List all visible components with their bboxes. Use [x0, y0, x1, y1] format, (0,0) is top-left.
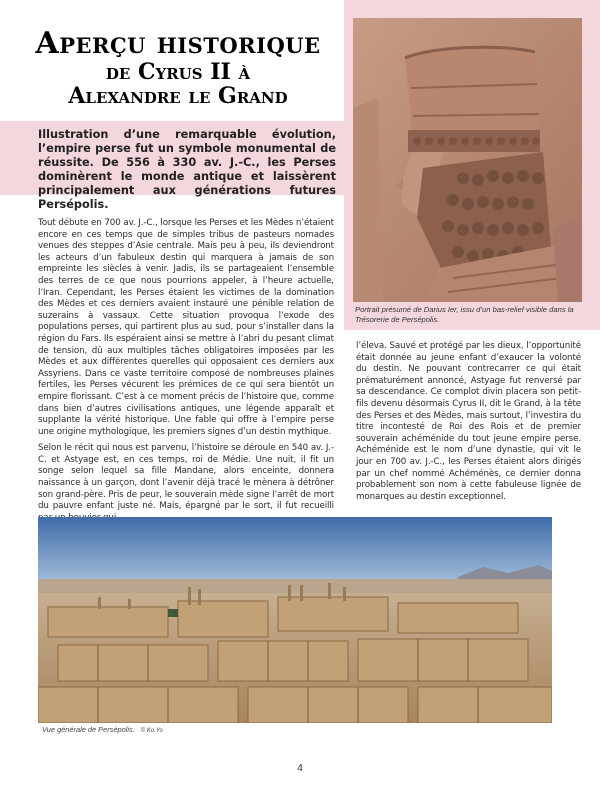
photo-caption	[42, 725, 163, 734]
intro-paragraph: Illustration d’une remarquable évolution, l’empire perse fut un symbole monumental de réussite. De 556 à 330 av. J.-C., les Perses dominèrent le monde antique et laissèrent principalement aux générations futures Persépolis.	[38, 128, 336, 211]
persepolis-panorama-image	[38, 517, 552, 723]
photo-caption-text: Vue générale de Persépolis.	[42, 725, 135, 734]
body-paragraph-1: Tout débute en 700 av. J.-C., lorsque les Perses et les Mèdes n’étaient encore en ces temps que de simples tribus de pasteurs nomades venues des steppes d’Asie centrale. Mais peu à peu, ils deviendront les acteurs d’un fabuleux destin qui marquera à jamais de son empreinte les siècles à venir. Jadis, ils se partageaient l’ensemble des terres de ce que nous pourrions appeler, à l’heure actuelle, l’Iran. Cependant, les Perses étaient les victimes de la domination des Mèdes et ces derniers avaient instauré une pénible relation de suzerains à vassaux. Cette situation provoqua l’exode des populations perses, qui partirent plus au sud, pour s’installer dans la région du Fars. Ils espéraient ainsi se mettre à l’abri du pesant climat de tension, dû aux multiples tâches obligatoires imposées par les Mèdes et aux différentes querelles qui opposaient ces derniers aux Assyriens. Dans ce vaste territoire composé de nombreuses plaines fertiles, les Perses vécurent les prémices de ce qui sera bientôt un empire florissant. C’est à ce moment précis de l’histoire que, comme dans bien d’autres civilisations antiques, une légende apparaît et supplante la vérité historique. Une fable qui offre à l’empire perse une origine mythologique, les premiers signes d’un destin mythique.	[38, 218, 334, 437]
page-title	[14, 28, 342, 108]
body-column-left	[38, 218, 334, 529]
body-paragraph-3: l’éleva. Sauvé et protégé par les dieux, l’opportunité était donnée au jeune enfant d’exaucer la volonté du destin. Ne pouvant contrecarrer ce qui était prématurément annoncé, Astyage fut renversé par sa descendance. Ce complot divin placera son petit-fils devenu désormais Cyrus II, dit le Grand, à la tête des Perses et des Mèdes, mais surtout, l’investira du titre incontesté de Roi des Rois et de premier souverain achéménide du tout jeune empire perse. Achéménide est le nom d’une dynastie, qui vit le jour en 700 av. J.-C., les Perses étaient alors dirigés par un chef nommé Achéménès, ce dernier donna probablement son nom à cette fabuleuse lignée de monarques au destin exceptionnel.	[356, 341, 581, 502]
title-line-main: Aperçu historique	[35, 26, 321, 61]
page-number: 4	[297, 763, 303, 774]
darius-portrait-image	[353, 18, 582, 302]
title-line-sub-1: de Cyrus II à	[105, 59, 251, 85]
title-line-sub-2: Alexandre le Grand	[68, 83, 288, 109]
photo-credit: © Ko.Yo	[140, 728, 163, 734]
body-column-right	[356, 341, 581, 508]
portrait-caption: Portrait présumé de Darius Ier, issu d’un bas-relief visible dans la Trésorerie de Persépolis.	[355, 305, 574, 324]
body-paragraph-2: Selon le récit qui nous est parvenu, l’histoire se déroule en 540 av. J.-C. et Astyage est, en ces temps, roi de Médie. Une nuit, il fit un songe selon lequel sa fille Mandane, alors enceinte, donnera naissance à un garçon, dont l’avenir déjà tracé le mènera à détrôner son grand-père. Pris de peur, le souverain mède signe l’arrêt de mort du pauvre enfant juste né. Mais, épargné par le sort, il fut recueilli	[38, 443, 334, 512]
